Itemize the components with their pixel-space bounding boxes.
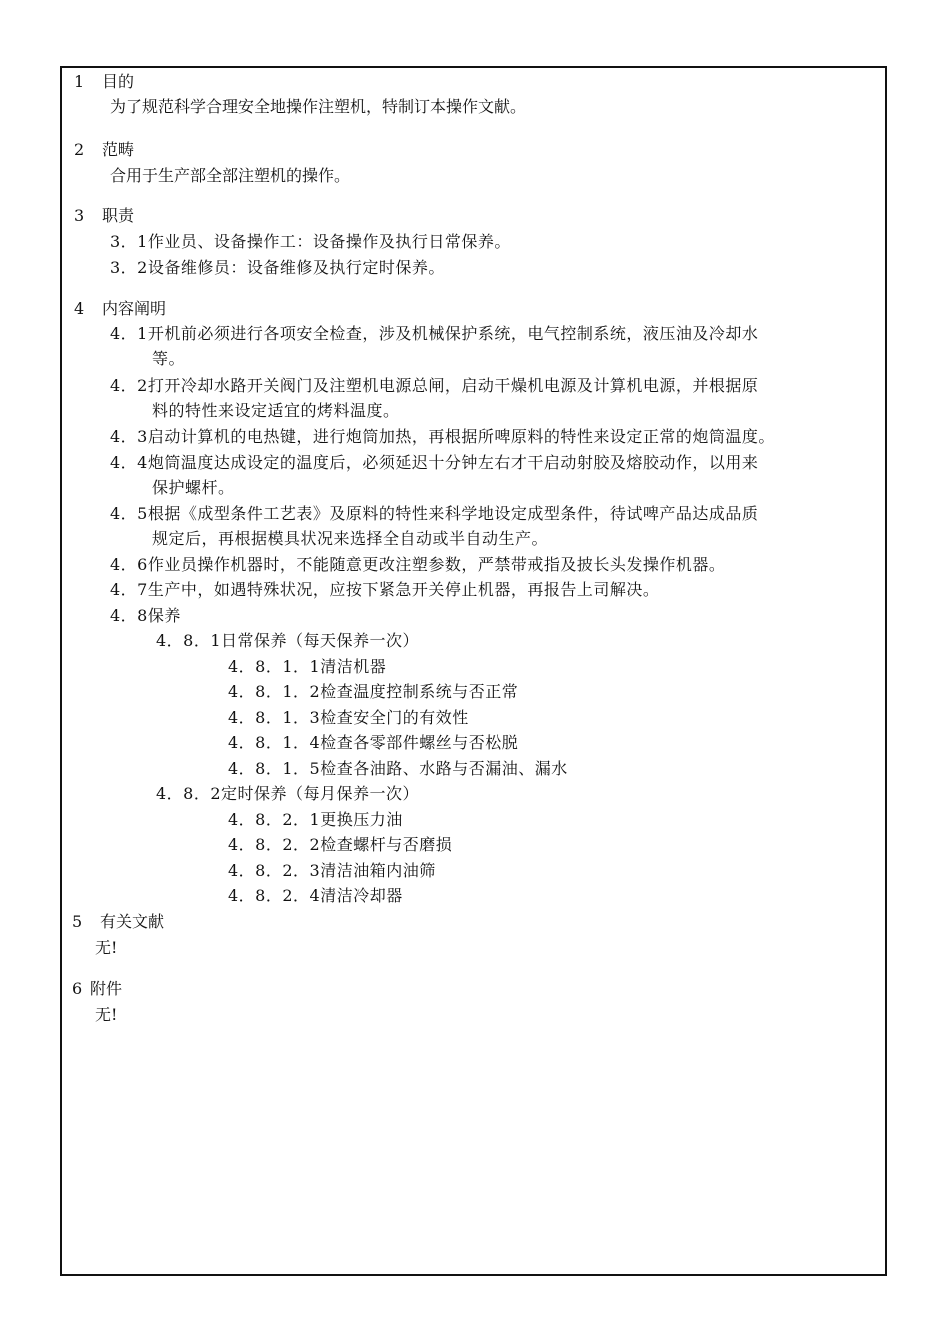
list-item: 4．8．1．1清洁机器 — [228, 657, 387, 676]
list-item: 4．8．2．2检查螺杆与否磨损 — [228, 835, 453, 854]
list-item: 4．5根据《成型条件工艺表》及原料的特性来科学地设定成型条件，待试啤产品达成品质 — [110, 504, 759, 523]
list-item-continuation: 保护螺杆。 — [152, 478, 235, 497]
section-2-body: 合用于生产部全部注塑机的操作。 — [110, 166, 351, 185]
section-title: 范畴 — [102, 140, 135, 159]
section-number: 5 — [72, 912, 83, 931]
list-item: 4．8．2．3清洁油箱内油筛 — [228, 861, 436, 880]
list-item: 4．8．2．1更换压力油 — [228, 810, 403, 829]
list-item: 4．8保养 — [110, 606, 181, 625]
section-title: 职责 — [102, 206, 135, 225]
section-number: 6 — [72, 979, 83, 998]
section-number: 2 — [74, 140, 85, 159]
section-number: 4 — [74, 299, 85, 318]
list-item: 4．2打开冷却水路开关阀门及注塑机电源总闸，启动干燥机电源及计算机电源，并根据原 — [110, 376, 759, 395]
section-5-heading — [72, 912, 164, 932]
section-title: 内容阐明 — [102, 299, 167, 318]
list-item: 4．8．1．5检查各油路、水路与否漏油、漏水 — [228, 759, 568, 778]
list-item: 4．7生产中，如遇特殊状况，应按下紧急开关停止机器，再报告上司解决。 — [110, 580, 660, 599]
subsection-heading: 4．8．1日常保养（每天保养一次） — [156, 631, 420, 650]
section-number: 3 — [74, 206, 85, 225]
section-1-body: 为了规范科学合理安全地操作注塑机，特制订本操作文献。 — [110, 97, 527, 116]
list-item: 4．8．2．4清洁冷却器 — [228, 886, 403, 905]
list-item: 3．1作业员、设备操作工：设备操作及执行日常保养。 — [110, 232, 511, 251]
section-5-body: 无! — [95, 938, 118, 957]
section-title: 目的 — [102, 72, 135, 91]
list-item: 4．8．1．3检查安全门的有效性 — [228, 708, 469, 727]
list-item: 4．4炮筒温度达成设定的温度后，必须延迟十分钟左右才干启动射胶及熔胶动作，以用来 — [110, 453, 759, 472]
list-item-continuation: 料的特性来设定适宜的烤料温度。 — [152, 401, 400, 420]
section-title: 附件 — [90, 979, 123, 998]
section-4-heading — [74, 299, 166, 319]
list-item-continuation: 规定后，再根据模具状况来选择全自动或半自动生产。 — [152, 529, 549, 548]
section-2-heading — [74, 140, 134, 160]
section-number: 1 — [74, 72, 85, 91]
list-item-continuation: 等。 — [152, 349, 186, 368]
list-item: 3．2设备维修员：设备维修及执行定时保养。 — [110, 258, 445, 277]
section-6-body: 无! — [95, 1005, 118, 1024]
section-6-heading — [72, 979, 122, 999]
section-1-heading — [74, 72, 134, 92]
list-item: 4．6作业员操作机器时，不能随意更改注塑参数，严禁带戒指及披长头发操作机器。 — [110, 555, 726, 574]
list-item: 4．8．1．2检查温度控制系统与否正常 — [228, 682, 519, 701]
list-item: 4．8．1．4检查各零部件螺丝与否松脱 — [228, 733, 519, 752]
list-item: 4．3启动计算机的电热键，进行炮筒加热，再根据所啤原料的特性来设定正常的炮筒温度。 — [110, 427, 775, 446]
list-item: 4．1开机前必须进行各项安全检查，涉及机械保护系统，电气控制系统，液压油及冷却水 — [110, 324, 759, 343]
section-title: 有关文献 — [100, 912, 165, 931]
section-3-heading — [74, 206, 134, 226]
subsection-heading: 4．8．2定时保养（每月保养一次） — [156, 784, 420, 803]
